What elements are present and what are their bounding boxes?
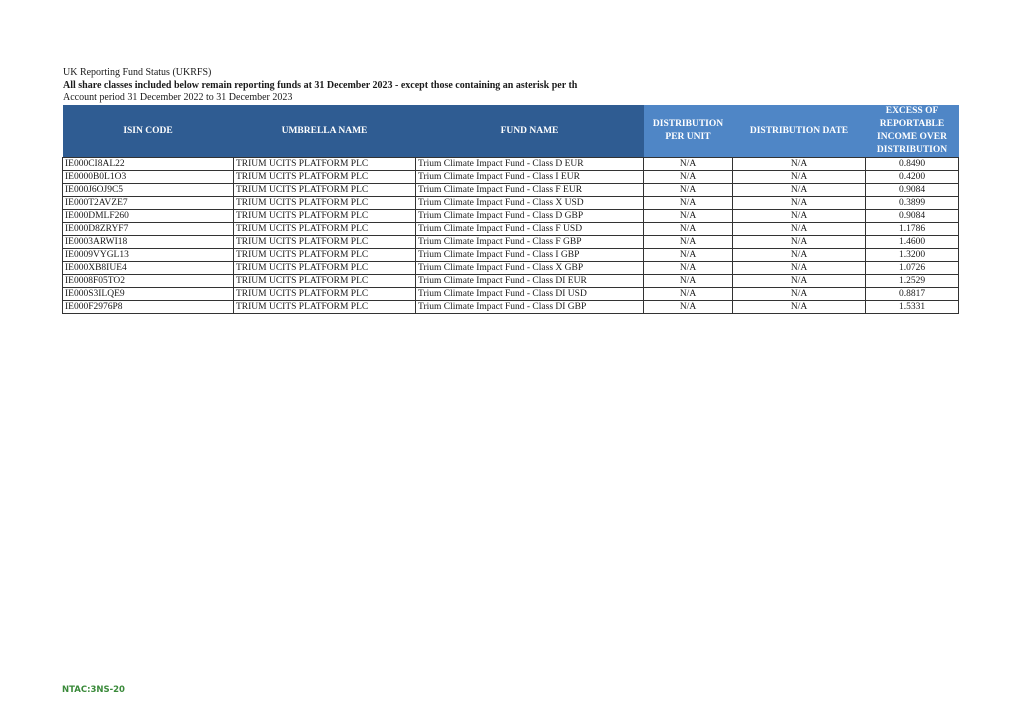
- col-excess-line3: INCOME OVER: [877, 132, 947, 142]
- distribution-date-cell: N/A: [733, 288, 866, 301]
- distribution-date-cell: N/A: [733, 223, 866, 236]
- excess-income-cell: 1.5331: [866, 301, 959, 314]
- fund-name-cell: Trium Climate Impact Fund - Class I GBP: [416, 249, 644, 262]
- distribution-date-cell: N/A: [733, 249, 866, 262]
- excess-income-cell: 0.9084: [866, 210, 959, 223]
- table-row: [63, 301, 959, 314]
- report-header: [63, 67, 577, 105]
- distribution-date-cell: N/A: [733, 262, 866, 275]
- account-period: Account period 31 December 2022 to 31 December 2023: [63, 92, 293, 103]
- col-umbrella-name: UMBRELLA NAME: [234, 105, 416, 158]
- distribution-per-unit-cell: N/A: [644, 288, 733, 301]
- table-row: [63, 184, 959, 197]
- col-distribution-per-unit-line1: DISTRIBUTION: [652, 119, 724, 129]
- isin-cell: IE000DMLF260: [63, 210, 234, 223]
- distribution-date-cell: N/A: [733, 197, 866, 210]
- fund-name-cell: Trium Climate Impact Fund - Class F GBP: [416, 236, 644, 249]
- document-code: NTAC:3NS-20: [62, 685, 125, 695]
- umbrella-name-cell: TRIUM UCITS PLATFORM PLC: [234, 301, 416, 314]
- col-excess-line2: REPORTABLE: [879, 119, 945, 129]
- umbrella-name-cell: TRIUM UCITS PLATFORM PLC: [234, 223, 416, 236]
- distribution-per-unit-cell: N/A: [644, 249, 733, 262]
- isin-cell: IE000XB8IUE4: [63, 262, 234, 275]
- excess-income-cell: 1.4600: [866, 236, 959, 249]
- table-row: [63, 158, 959, 171]
- table-row: [63, 262, 959, 275]
- table-row: [63, 249, 959, 262]
- col-distribution-date: DISTRIBUTION DATE: [733, 105, 866, 158]
- excess-income-cell: 1.2529: [866, 275, 959, 288]
- distribution-date-cell: N/A: [733, 275, 866, 288]
- table-row: [63, 210, 959, 223]
- umbrella-name-cell: TRIUM UCITS PLATFORM PLC: [234, 275, 416, 288]
- umbrella-name-cell: TRIUM UCITS PLATFORM PLC: [234, 210, 416, 223]
- distribution-per-unit-cell: N/A: [644, 210, 733, 223]
- distribution-date-cell: N/A: [733, 301, 866, 314]
- distribution-per-unit-cell: N/A: [644, 275, 733, 288]
- isin-cell: IE0003ARWI18: [63, 236, 234, 249]
- umbrella-name-cell: TRIUM UCITS PLATFORM PLC: [234, 197, 416, 210]
- table-row: [63, 223, 959, 236]
- col-excess-line1: EXCESS OF: [885, 106, 939, 116]
- isin-cell: IE000F2976P8: [63, 301, 234, 314]
- isin-cell: IE000S3ILQE9: [63, 288, 234, 301]
- fund-name-cell: Trium Climate Impact Fund - Class X GBP: [416, 262, 644, 275]
- report-title: UK Reporting Fund Status (UKRFS): [63, 67, 212, 78]
- isin-cell: IE0008F05TO2: [63, 275, 234, 288]
- umbrella-name-cell: TRIUM UCITS PLATFORM PLC: [234, 236, 416, 249]
- report-status-note: All share classes included below remain reporting funds at 31 December 2023 - except those containing an asterisk per th: [63, 79, 578, 91]
- fund-name-cell: Trium Climate Impact Fund - Class DI GBP: [416, 301, 644, 314]
- table-body: [63, 158, 959, 314]
- distribution-per-unit-cell: N/A: [644, 197, 733, 210]
- fund-name-cell: Trium Climate Impact Fund - Class DI USD: [416, 288, 644, 301]
- umbrella-name-cell: TRIUM UCITS PLATFORM PLC: [234, 158, 416, 171]
- excess-income-cell: 0.3899: [866, 197, 959, 210]
- distribution-date-cell: N/A: [733, 236, 866, 249]
- table-row: [63, 236, 959, 249]
- reporting-fund-table: [62, 105, 959, 314]
- col-fund-name: FUND NAME: [416, 105, 644, 158]
- fund-name-cell: Trium Climate Impact Fund - Class X USD: [416, 197, 644, 210]
- isin-cell: IE000T2AVZE7: [63, 197, 234, 210]
- col-distribution-per-unit-line2: PER UNIT: [665, 132, 711, 142]
- fund-name-cell: Trium Climate Impact Fund - Class F EUR: [416, 184, 644, 197]
- isin-cell: IE0000B0L1O3: [63, 171, 234, 184]
- excess-income-cell: 1.0726: [866, 262, 959, 275]
- distribution-per-unit-cell: N/A: [644, 301, 733, 314]
- table-row: [63, 275, 959, 288]
- umbrella-name-cell: TRIUM UCITS PLATFORM PLC: [234, 262, 416, 275]
- distribution-per-unit-cell: N/A: [644, 158, 733, 171]
- table-row: [63, 171, 959, 184]
- distribution-per-unit-cell: N/A: [644, 223, 733, 236]
- fund-name-cell: Trium Climate Impact Fund - Class DI EUR: [416, 275, 644, 288]
- table-header: [63, 105, 959, 158]
- excess-income-cell: 0.9084: [866, 184, 959, 197]
- col-excess-line4: DISTRIBUTION: [876, 145, 948, 155]
- col-isin-code: ISIN CODE: [63, 105, 234, 158]
- fund-name-cell: Trium Climate Impact Fund - Class I EUR: [416, 171, 644, 184]
- distribution-date-cell: N/A: [733, 158, 866, 171]
- col-excess-reportable-income: [866, 105, 959, 158]
- fund-name-cell: Trium Climate Impact Fund - Class D GBP: [416, 210, 644, 223]
- isin-cell: IE000CI8AL22: [63, 158, 234, 171]
- distribution-date-cell: N/A: [733, 210, 866, 223]
- fund-name-cell: Trium Climate Impact Fund - Class D EUR: [416, 158, 644, 171]
- distribution-per-unit-cell: N/A: [644, 184, 733, 197]
- distribution-date-cell: N/A: [733, 171, 866, 184]
- table-row: [63, 288, 959, 301]
- umbrella-name-cell: TRIUM UCITS PLATFORM PLC: [234, 249, 416, 262]
- excess-income-cell: 0.4200: [866, 171, 959, 184]
- isin-cell: IE000D8ZRYF7: [63, 223, 234, 236]
- col-distribution-per-unit: [644, 105, 733, 158]
- umbrella-name-cell: TRIUM UCITS PLATFORM PLC: [234, 288, 416, 301]
- table-row: [63, 197, 959, 210]
- isin-cell: IE000J6OJ9C5: [63, 184, 234, 197]
- distribution-per-unit-cell: N/A: [644, 262, 733, 275]
- fund-name-cell: Trium Climate Impact Fund - Class F USD: [416, 223, 644, 236]
- distribution-per-unit-cell: N/A: [644, 171, 733, 184]
- excess-income-cell: 1.3200: [866, 249, 959, 262]
- excess-income-cell: 0.8490: [866, 158, 959, 171]
- isin-cell: IE0009VYGL13: [63, 249, 234, 262]
- umbrella-name-cell: TRIUM UCITS PLATFORM PLC: [234, 171, 416, 184]
- umbrella-name-cell: TRIUM UCITS PLATFORM PLC: [234, 184, 416, 197]
- distribution-per-unit-cell: N/A: [644, 236, 733, 249]
- excess-income-cell: 1.1786: [866, 223, 959, 236]
- excess-income-cell: 0.8817: [866, 288, 959, 301]
- distribution-date-cell: N/A: [733, 184, 866, 197]
